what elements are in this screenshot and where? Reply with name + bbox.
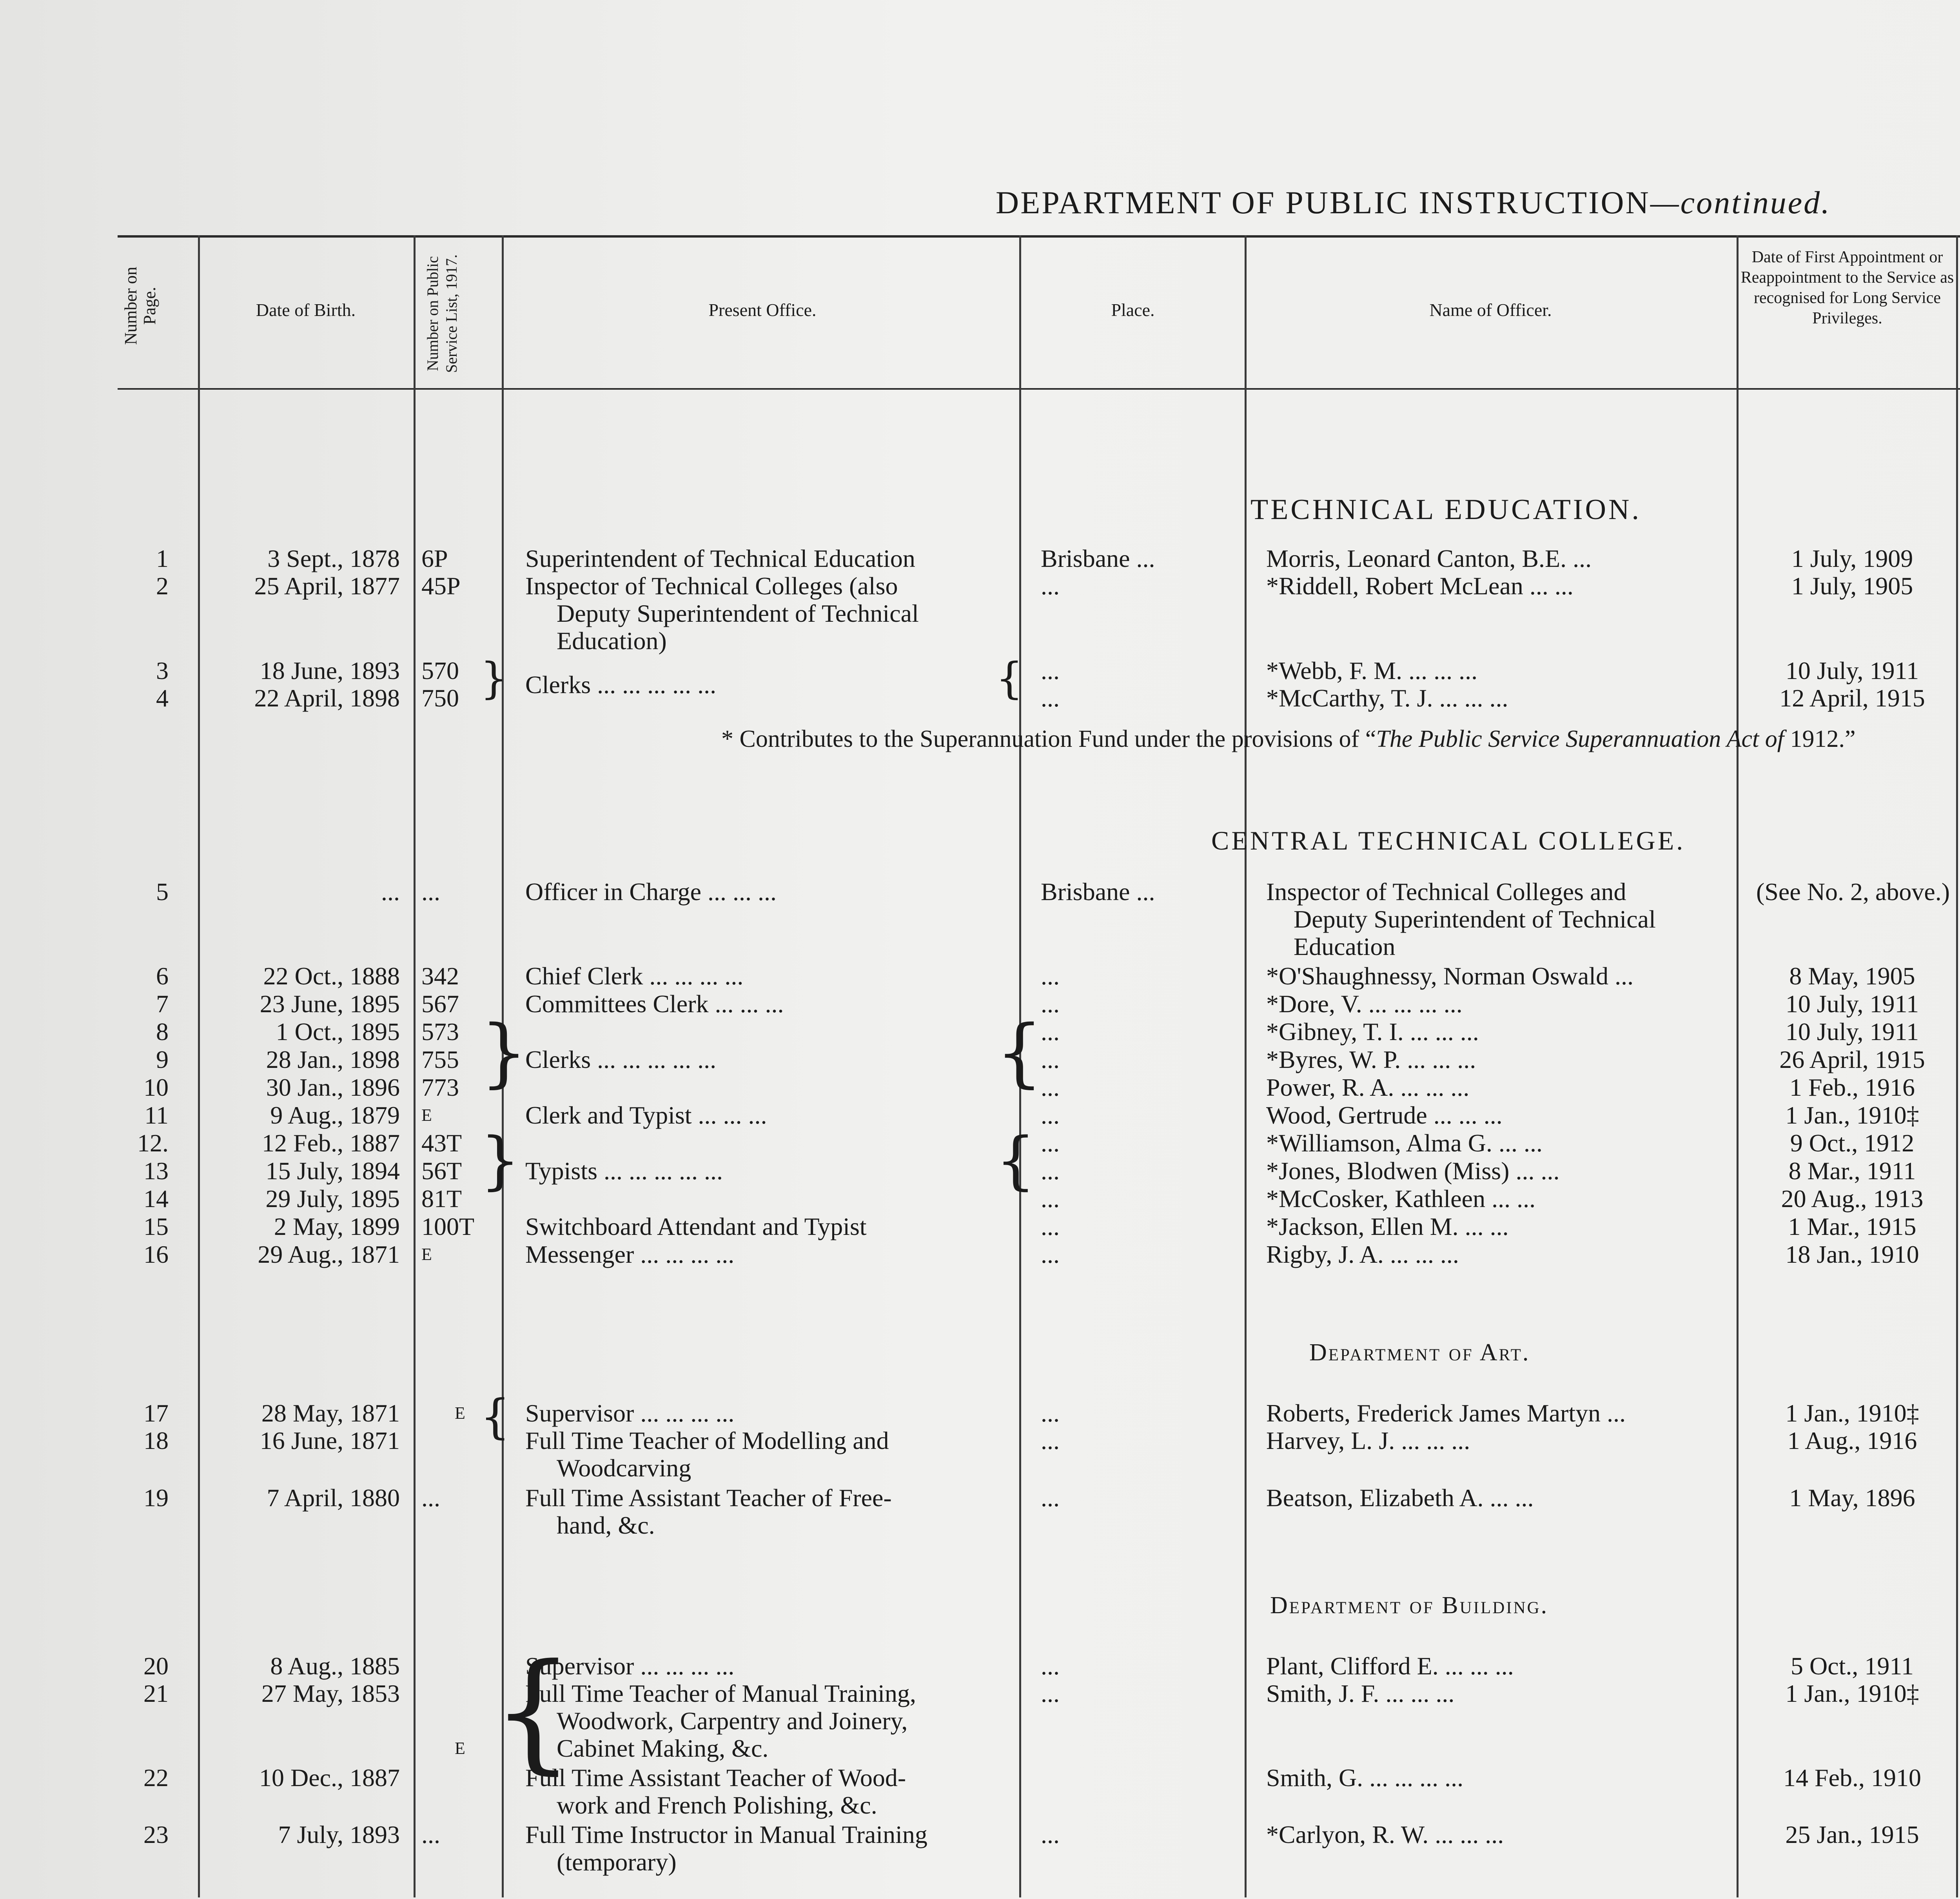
table-row: 16 29 Aug., 1871 E Messenger ... ... ... ... ... Rigby, J. A. ... ... ... 18 Jan., 1910 — [143, 1240, 1919, 1268]
header-list-number: Number on Public Service List, 1917. — [424, 254, 460, 373]
header-bottom-rule — [118, 388, 1960, 390]
table-row-continuation: (temporary) — [557, 1848, 677, 1876]
brace-mark: } — [480, 653, 508, 703]
table-row-continuation: Deputy Superintendent of Technical — [557, 599, 919, 627]
table-row: 7 23 June, 1895 567 Committees Clerk ... ... ... ... *Dore, V. ... ... ... ... 10 July, 1911 — [156, 990, 1919, 1018]
table-row: 3 18 June, 1893 570 ... *Webb, F. M. ... ... ... 10 July, 1911 — [156, 657, 1919, 684]
table-row: 4 22 April, 1898 750 ... *McCarthy, T. J. ... ... ... 12 April, 1915 — [156, 684, 1925, 712]
table-row-group-label: Clerks ... ... ... ... ... — [525, 671, 717, 699]
table-row: 8 1 Oct., 1895 573 ... *Gibney, T. I. ... ... ... 10 July, 1911 — [156, 1018, 1919, 1046]
table-row: 12. 12 Feb., 1887 43T ... *Williamson, Alma G. ... ... 9 Oct., 1912 — [137, 1129, 1915, 1157]
table-row-continuation: hand, &c. — [557, 1511, 655, 1539]
table-row: 20 8 Aug., 1885 Supervisor ... ... ... ... ... Plant, Clifford E. ... ... ... 5 Oct., 1911 — [143, 1652, 1914, 1680]
table-row-continuation: Woodwork, Carpentry and Joinery, — [557, 1707, 908, 1735]
table-row: 17 28 May, 1871 E Supervisor ... ... ... ... ... Roberts, Frederick James Martyn ... 1 Jan., 1910‡ — [143, 1399, 1919, 1427]
table-row-continuation: E Cabinet Making, &c. — [455, 1734, 769, 1762]
table-row: 21 27 May, 1853 Full Time Teacher of Manual Training, ... Smith, J. F. ... ... ... 1 Jan., 1910‡ — [143, 1679, 1919, 1707]
section-central-technical-college: CENTRAL TECHNICAL COLLEGE. — [1211, 826, 1686, 855]
page-title: DEPARTMENT OF PUBLIC INSTRUCTION—continued. — [996, 185, 1831, 220]
brace-mark: } — [480, 1124, 520, 1197]
table-row: 5 ... ... Officer in Charge ... ... ... Brisbane ... Inspector of Technical Colleges and (See No. 2, above.) — [156, 878, 1950, 906]
header-dob: Date of Birth. — [256, 300, 356, 320]
table-row: 10 30 Jan., 1896 773 ... Power, R. A. ... ... ... 1 Feb., 1916 — [143, 1073, 1915, 1101]
section-technical-education: TECHNICAL EDUCATION. — [1250, 494, 1641, 526]
table-row: 9 28 Jan., 1898 755 Clerks ... ... ... ... ... ... *Byres, W. P. ... ... ... 26 April, 1915 — [156, 1046, 1925, 1073]
section-department-of-art: Department of Art. — [1309, 1339, 1530, 1366]
table-row-continuation: Woodcarving — [557, 1454, 691, 1482]
table-row: 2 25 April, 1877 45P Inspector of Technical Colleges (also ... *Riddell, Robert McLean ... ... 1 July, 1905 — [156, 572, 1913, 600]
table-row: 19 7 April, 1880 ... Full Time Assistant Teacher of Free- ... Beatson, Elizabeth A. ... ... 1 May, 1896 — [143, 1484, 1915, 1512]
table-row: 6 22 Oct., 1888 342 Chief Clerk ... ... ... ... ... *O'Shaughnessy, Norman Oswald ... 8 May, 1905 — [156, 962, 1915, 990]
table-row: 22 10 Dec., 1887 Full Time Assistant Teacher of Wood- Smith, G. ... ... ... ... 14 Feb., 1910 — [143, 1764, 1921, 1792]
table-row: 23 7 July, 1893 ... Full Time Instructor in Manual Training ... *Carlyon, R. W. ... ... ... 25 Jan., 1915 — [143, 1821, 1919, 1848]
table-row-continuation: Education — [1294, 933, 1396, 960]
header-num-on-page: Number on Page. — [121, 267, 159, 345]
table-row-continuation: Education) — [557, 627, 667, 655]
brace-mark: { — [996, 1009, 1043, 1096]
table-row: 1 3 Sept., 1878 6P Superintendent of Technical Education Brisbane ... Morris, Leonard Canton, B.E. ... 1 July, 1909 — [156, 545, 1913, 572]
section-department-of-building: Department of Building. — [1270, 1592, 1549, 1619]
table-row: 15 2 May, 1899 100T Switchboard Attendant and Typist ... *Jackson, Ellen M. ... ... 1 Mar., 1915 — [143, 1213, 1916, 1240]
table-row-continuation: Deputy Superintendent of Technical — [1294, 905, 1656, 933]
table-row: 14 29 July, 1895 81T ... *McCosker, Kathleen ... ... 20 Aug., 1913 — [143, 1185, 1924, 1213]
brace-mark: { — [996, 653, 1023, 703]
brace-mark: } — [480, 1009, 528, 1096]
brace-mark: { — [492, 1636, 574, 1786]
table-row-continuation: work and French Polishing, &c. — [557, 1791, 877, 1819]
header-place: Place. — [1111, 300, 1155, 320]
table-row: 13 15 July, 1894 56T Typists ... ... ... ... ... ... *Jones, Blodwen (Miss) ... ... 8 Mar., 1911 — [143, 1157, 1916, 1185]
table-row: 11 9 Aug., 1879 E Clerk and Typist ... ... ... ... Wood, Gertrude ... ... ... 1 Jan., 1910‡ — [144, 1101, 1919, 1129]
header-name: Name of Officer. — [1429, 300, 1552, 320]
footnote: * Contributes to the Superannuation Fund under the provisions of “The Public Service Superannuation Act of 1912.” — [721, 726, 1856, 752]
header-first-appointment: Date of First Appointment or Reappointment to the Service as recognised for Long Service Privileges. — [1740, 248, 1954, 327]
table-top-rule — [118, 235, 1960, 238]
header-office: Present Office. — [708, 300, 817, 320]
brace-mark: { — [996, 1124, 1036, 1197]
table-row: 18 16 June, 1871 Full Time Teacher of Modelling and ... Harvey, L. J. ... ... ... 1 Aug., 1916 — [143, 1427, 1917, 1454]
brace-mark: { — [480, 1390, 510, 1444]
